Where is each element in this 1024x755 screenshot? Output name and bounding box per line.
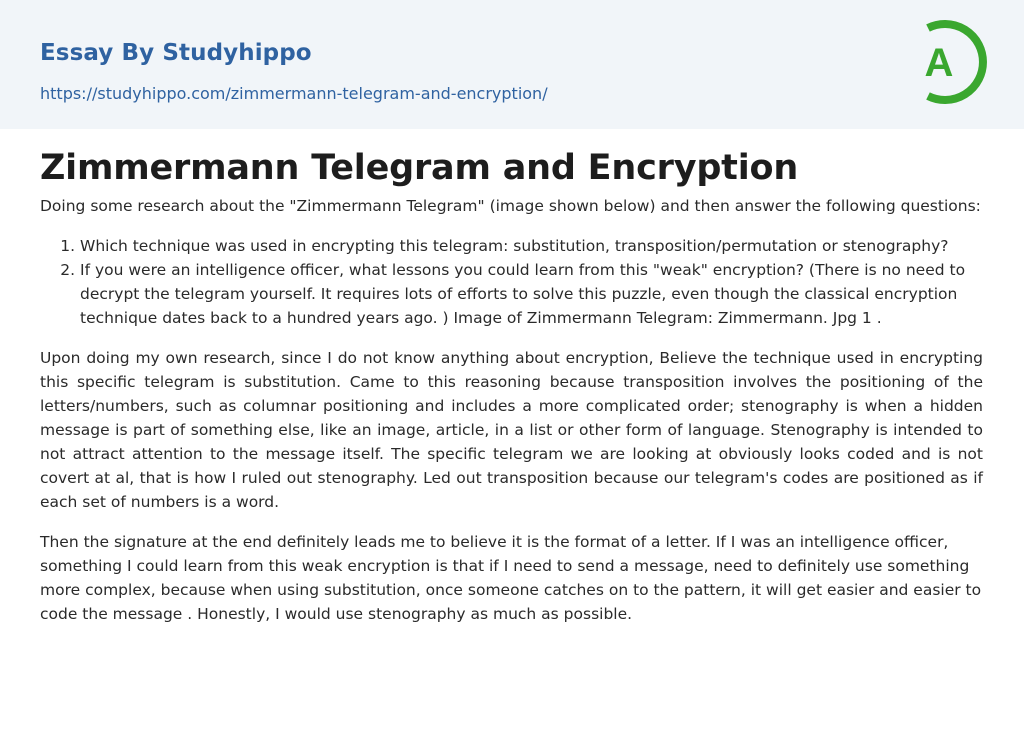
- question-item: 2. If you were an intelligence officer, what lessons you could learn from this "weak" encryption? (There is no need to decrypt the telegram yourself. It requires lots of efforts to solve this puzzle, even though the classical encryption technique dates back to a hundred years ago. ) Image of Zimmermann Telegram: Zimmermann. Jpg 1 .: [80, 258, 983, 330]
- logo-letter: A: [924, 41, 954, 85]
- question-list: [40, 234, 983, 330]
- brand-title[interactable]: Essay By Studyhippo: [40, 40, 312, 66]
- source-url-link[interactable]: https://studyhippo.com/zimmermann-telegram-and-encryption/: [40, 84, 548, 103]
- site-header: [0, 0, 1024, 129]
- studyhippo-logo-icon[interactable]: [906, 18, 990, 106]
- body-paragraph: Then the signature at the end definitely leads me to believe it is the format of a letter. If I was an intelligence officer, something I could learn from this weak encryption is that if I need to send a message, need to definitely use something more complex, because when using substitution, once someone catches on to the pattern, it will get easier and easier to code the message . Honestly, I would use stenography as much as possible.: [40, 533, 982, 623]
- intro-paragraph: Doing some research about the "Zimmermann Telegram" (image shown below) and then answer the following questions:: [40, 197, 981, 215]
- page-title: Zimmermann Telegram and Encryption: [40, 148, 799, 188]
- body-paragraph: Upon doing my own research, since I do not know anything about encryption, Believe the technique used in encrypting this specific telegram is substitution. Came to this reasoning because transposition involves the positioning of the letters/numbers, such as columnar positioning and includes a more complicated order; stenography is when a hidden message is part of something else, like an image, article, in a list or other form of language. Stenography is intended to not attract attention to the message itself. The specific telegram we are looking at obviously looks coded and is not covert at al, that is how I ruled out stenography. Led out transposition because our telegram's codes are positioned as if each set of numbers is a word.: [40, 349, 983, 511]
- article-body: [40, 143, 983, 626]
- question-item: 1. Which technique was used in encrypting this telegram: substitution, transposition/permutation or stenography?: [80, 234, 983, 258]
